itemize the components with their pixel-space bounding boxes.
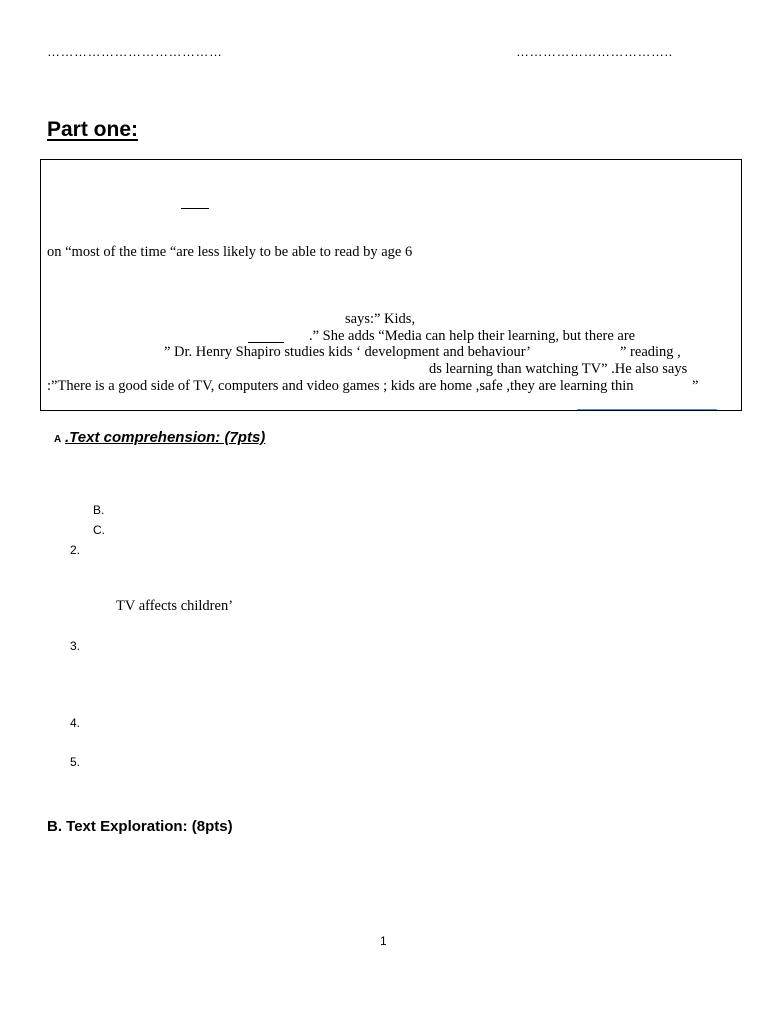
page-number: 1 [380,934,387,948]
section-b-title: B. Text Exploration: (8pts) [47,818,233,835]
passage-line: says:” Kids, [345,311,416,327]
blank-line [248,342,284,343]
list-item: 2. [70,543,81,557]
list-item: C. [93,523,105,537]
passage-line: ” Dr. Henry Shapiro studies kids ‘ development and behaviour’ [164,344,531,360]
passage-line: ds learning than watching TV” .He also says [429,361,688,377]
passage-line: on “most of the time “are less likely to be able to read by age 6 [47,244,413,260]
name-line: ………………………………… [47,44,223,59]
question-fragment: TV affects children’ [116,598,234,614]
blank-line [181,208,209,209]
part-title: Part one: [47,118,139,141]
passage-line: :”There is a good side of TV, computers and video games ; kids are home ,safe ,they are learning thin [47,378,634,394]
section-a-title: .Text comprehension: (7pts) [65,429,266,446]
list-item: 5. [70,755,81,769]
section-a-letter: A [54,434,62,445]
list-item: 3. [70,639,81,653]
passage-line: ” reading , [620,344,681,360]
list-item: B. [93,503,105,517]
date-line: …………………………….. [516,44,673,59]
blue-underline [577,409,717,410]
list-item: 4. [70,716,81,730]
passage-line: .” She adds “Media can help their learning, but there are [309,328,636,344]
passage-line: ” [692,378,699,394]
